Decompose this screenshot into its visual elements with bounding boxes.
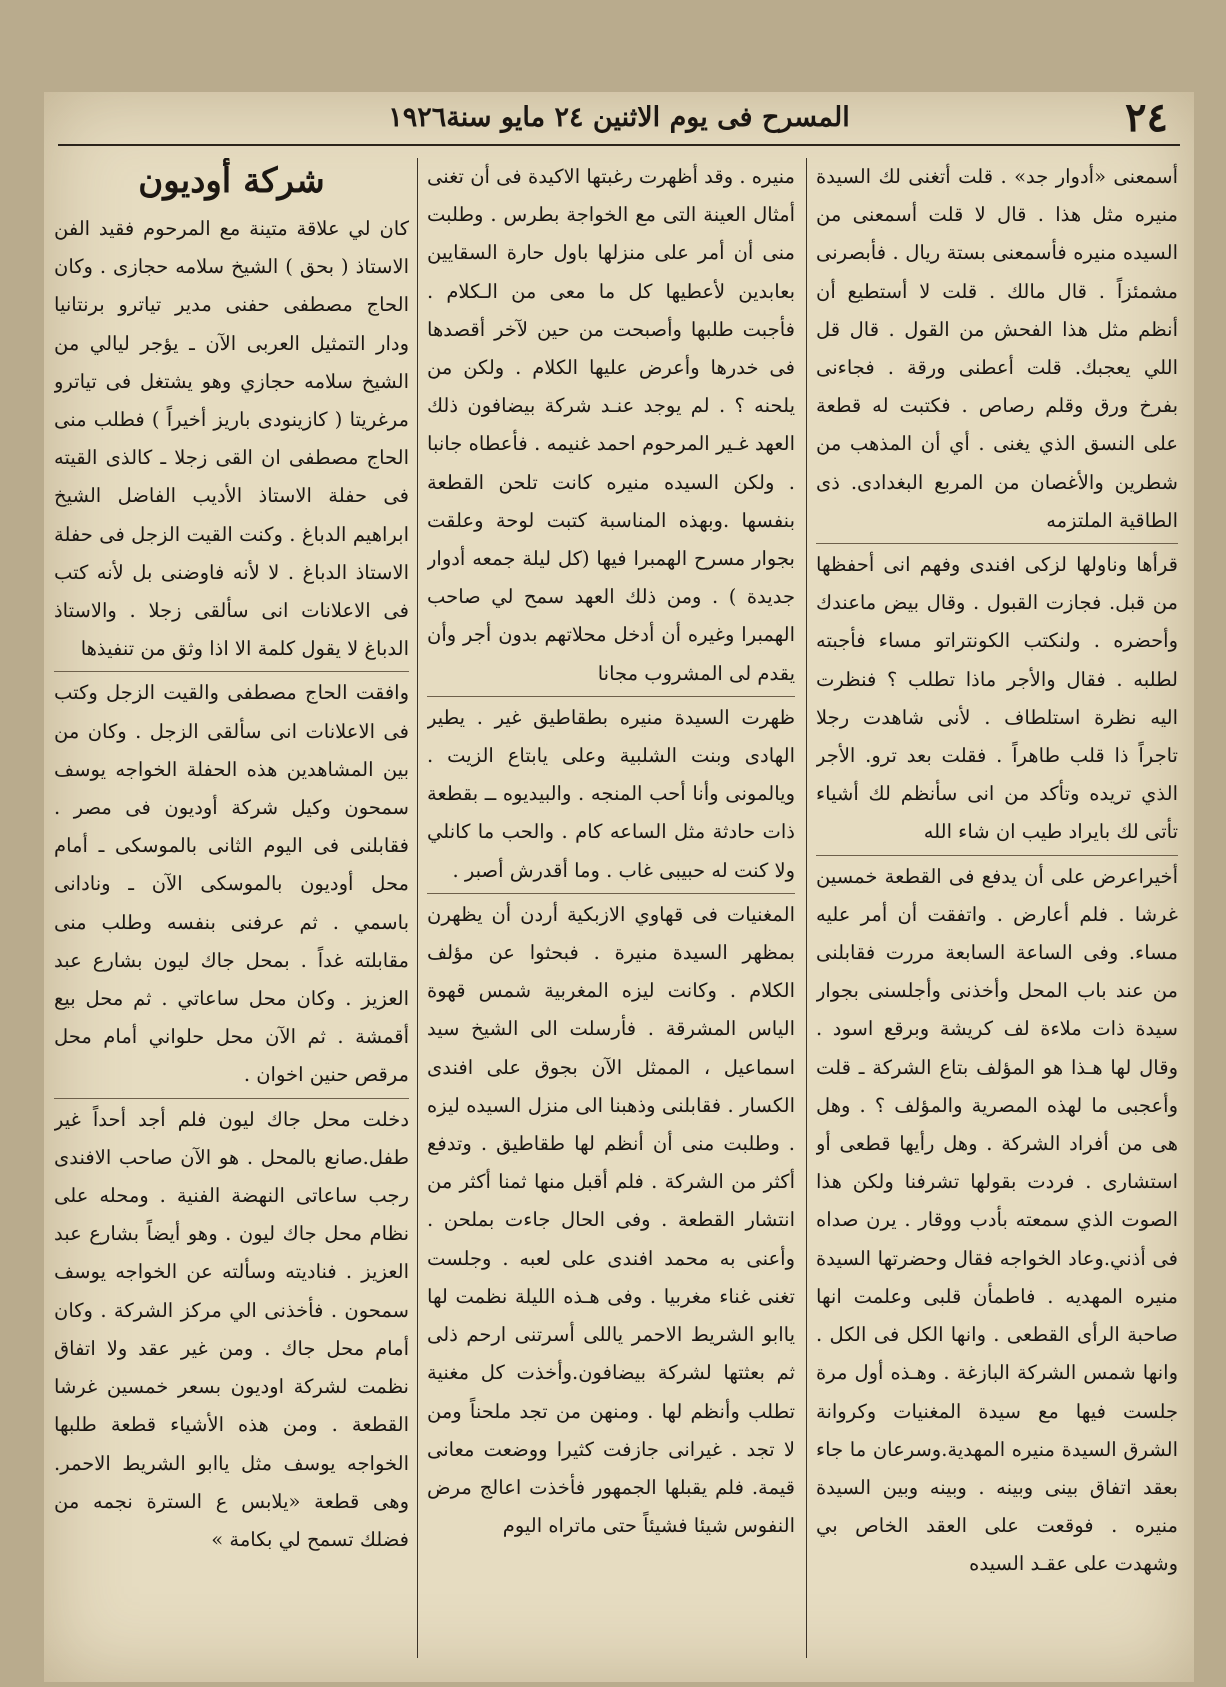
header-title: المسرح فى يوم الاثنين ٢٤ مايو سنة١٩٢٦ xyxy=(388,102,850,133)
column-middle xyxy=(427,158,795,1668)
column-divider xyxy=(806,158,807,1658)
paragraph: ظهرت السيدة منيره بطقاطيق غير . يطير الهادى وبنت الشلبية وعلى يابتاع الزيت . ويالمونى وأنا أحب المنجه . والبيديوه ــ بقطعة ذات حادثة مثل الساعه كام . والحب ما كانلي ولا كنت له حبيبى غاب . وما أقدرش أصبر . xyxy=(427,696,795,890)
paragraph: منيره . وقد أظهرت رغبتها الاكيدة فى أن تغنى أمثال العينة التى مع الخواجة بطرس . وطلبت منى أن أمر على منزلها باول حارة السقايين بعابدين لأعطيها كل ما معى من الـكلام . فأجبت طلبها وأصبحت من حين لآخر أقصدها فى خدرها وأعرض عليها الكلام . ولكن من يلحنه ؟ . لم يوجد عنـد شركة بيضافون ذلك العهد غـير المرحوم احمد غنيمه . فأعطاه جانبا . ولكن السيده منيره كانت تلحن القطعة بنفسها .وبهذه المناسبة كتبت لوحة وعلقت بجوار مسرح الهمبرا فيها (كل ليلة جمعه أدوار جديدة ) . ومن ذلك العهد سمح لي صاحب الهمبرا وغيره أن أدخل محلاتهم بدون أجر وأن يقدم لى المشروب مجانا xyxy=(427,165,795,685)
column-left xyxy=(54,158,409,1668)
column-divider xyxy=(417,158,418,1658)
column-right xyxy=(816,158,1178,1668)
paragraph: دخلت محل جاك ليون فلم أجد أحداً غير طفل.صانع بالمحل . هو الآن صاحب الافندى رجب ساعاتى النهضة الفنية . ومحله على نظام محل جاك ليون . وهو أيضاً بشارع عبد العزيز . فناديته وسألته عن الخواجه يوسف سمحون . فأخذنى الي مركز الشركة . وكان أمام محل جاك . ومن غير عقد ولا اتفاق نظمت لشركة اوديون بسعر خمسين غرشا القطعة . ومن هذه الأشياء قطعة طلبها الخواجه يوسف مثل ياابو الشريط الاحمر. وهى قطعة «يلابس ع السترة نجمه من فضلك تسمح لي بكامة » xyxy=(54,1098,409,1559)
newspaper-page xyxy=(44,92,1194,1682)
paragraph: قرأها وناولها لزكى افندى وفهم انى أحفظها من قبل. فجازت القبول . وقال بيض ماعندك وأحضره . ولنكتب الكونتراتو مساء فأجبته لطلبه . فقال والأجر ماذا تطلب ؟ فنظرت اليه نظرة استلطاف . لأنى شاهدت رجلا تاجراً ذا قلب طاهراً . فقلت بعد ترو. الأجر الذي تريده وتأكد من انى سأنظم لك أشياء تأتى لك بايراد طيب ان شاء الله xyxy=(816,543,1178,852)
page-header xyxy=(58,92,1180,146)
paragraph: المغنيات فى قهاوي الازبكية أردن أن يظهرن بمظهر السيدة منيرة . فبحثوا عن مؤلف الكلام . وكانت ليزه المغربية شمس قهوة الياس المشرقة . فأرسلت الى الشيخ سيد اسماعيل ، الممثل الآن بجوق على افندى الكسار . فقابلنى وذهبنا الى منزل السيده ليزه . وطلبت منى أن أنظم لها طقاطيق . وتدفع أكثر من الشركة . فلم أقبل منها ثمنا أكثر من انتشار القطعة . وفى الحال جاءت بملحن . وأعنى به محمد افندى على لعبه . وجلست تغنى غناء مغربيا . وفى هـذه الليلة نظمت لها ياابو الشريط الاحمر ياللى أسرتنى ارحم ذلى ثم بعثتها لشركة بيضافون.وأخذت كل مغنية تطلب وأنظم لها . ومنهن من تجد ملحناً ومن لا تجد . غيرانى جازفت كثيرا ووضعت معانى قيمة. فلم يقبلها الجمهور فأخذت اعالج مرض النفوس شيئا فشيئاً حتى ماتراه اليوم xyxy=(427,893,795,1545)
paragraph: أخيراعرض على أن يدفع فى القطعة خمسين غرشا . فلم أعارض . واتفقت أن أمر عليه مساء. وفى الساعة السابعة مررت فقابلنى من عند باب المحل وأخذنى وأجلسنى بجوار سيدة ذات ملاءة لف كريشة وبرقع اسود . وقال لها هـذا هو المؤلف بتاع الشركة ـ قلت وأعجبى ما لهذه المصرية والمؤلف ؟ . وهل هى من أفراد الشركة . وهل رأيها قطعى أو استشارى . فردت بقولها تشرفنا ولكن هذا الصوت الذي سمعته بأدب ووقار . يرن صداه فى أذني.وعاد الخواجه فقال وحضرتها السيدة منيره المهديه . فاطمأن قلبى وعلمت انها صاحبة الرأى القطعى . وانها الكل فى الكل . وانها شمس الشركة البازغة . وهـذه أول مرة جلست فيها مع سيدة المغنيات وكروانة الشرق السيدة منيره المهدية.وسرعان ما جاء بعقد اتفاق بينى وبينه . وبينه وبين السيدة منيره . فوقعت على العقد الخاص بي وشهدت على عقـد السيده xyxy=(816,855,1178,1584)
page-number: ٢٤ xyxy=(1125,94,1168,141)
paragraph: أسمعنى «أدوار جد» . قلت أتغنى لك السيدة منيره مثل هذا . قال لا قلت أسمعنى من السيده منيره فأسمعنى بستة ريال . فأبصرنى مشمئزاً . قال مالك . قلت لا أستطيع أن أنظم مثل هذا الفحش من القول . قال قل اللي يعجبك. قلت أعطنى ورقة . فجاءنى بفرخ ورق وقلم رصاص . فكتبت له قطعة على النسق الذي يغنى . أي أن المذهب من شطرين والأغصان من المربع البغدادى. ذى الطاقية الملتزمه xyxy=(816,165,1178,532)
paragraph: كان لي علاقة متينة مع المرحوم فقيد الفن الاستاذ ( بحق ) الشيخ سلامه حجازى . وكان الحاج مصطفى حفنى مدير تياترو برنتانيا ودار التمثيل العربى الآن ـ يؤجر ليالي من الشيخ سلامه حجازي وهو يشتغل فى تياترو مرغريتا ( كازينودى باريز أخيراً ) فطلب منى الحاج مصطفى ان القى زجلا ـ كالذى القيته فى حفلة الاستاذ الأديب الفاضل الشيخ ابراهيم الدباغ . وكنت القيت الزجل فى حفلة الاستاذ الدباغ . لا لأنه فاوضنى بل لأنه كتب فى الاعلانات انى سألقى زجلا . والاستاذ الدباغ لا يقول كلمة الا اذا وثق من تنفيذها xyxy=(54,217,409,661)
article-title: شركة أوديون xyxy=(138,161,325,201)
paragraph: وافقت الحاج مصطفى والقيت الزجل وكتب فى الاعلانات انى سألقى الزجل . وكان من بين المشاهدين هذه الحفلة الخواجه يوسف سمحون وكيل شركة أوديون فى مصر . فقابلنى فى اليوم الثانى بالموسكى ـ أمام محل أوديون بالموسكى الآن ـ ونادانى باسمي . ثم عرفنى بنفسه وطلب منى مقابلته غداً . بمحل جاك ليون بشارع عبد العزيز . وكان محل ساعاتي . ثم محل بيع أقمشة . ثم الآن محل حلواني أمام محل مرقص حنين اخوان . xyxy=(54,671,409,1094)
